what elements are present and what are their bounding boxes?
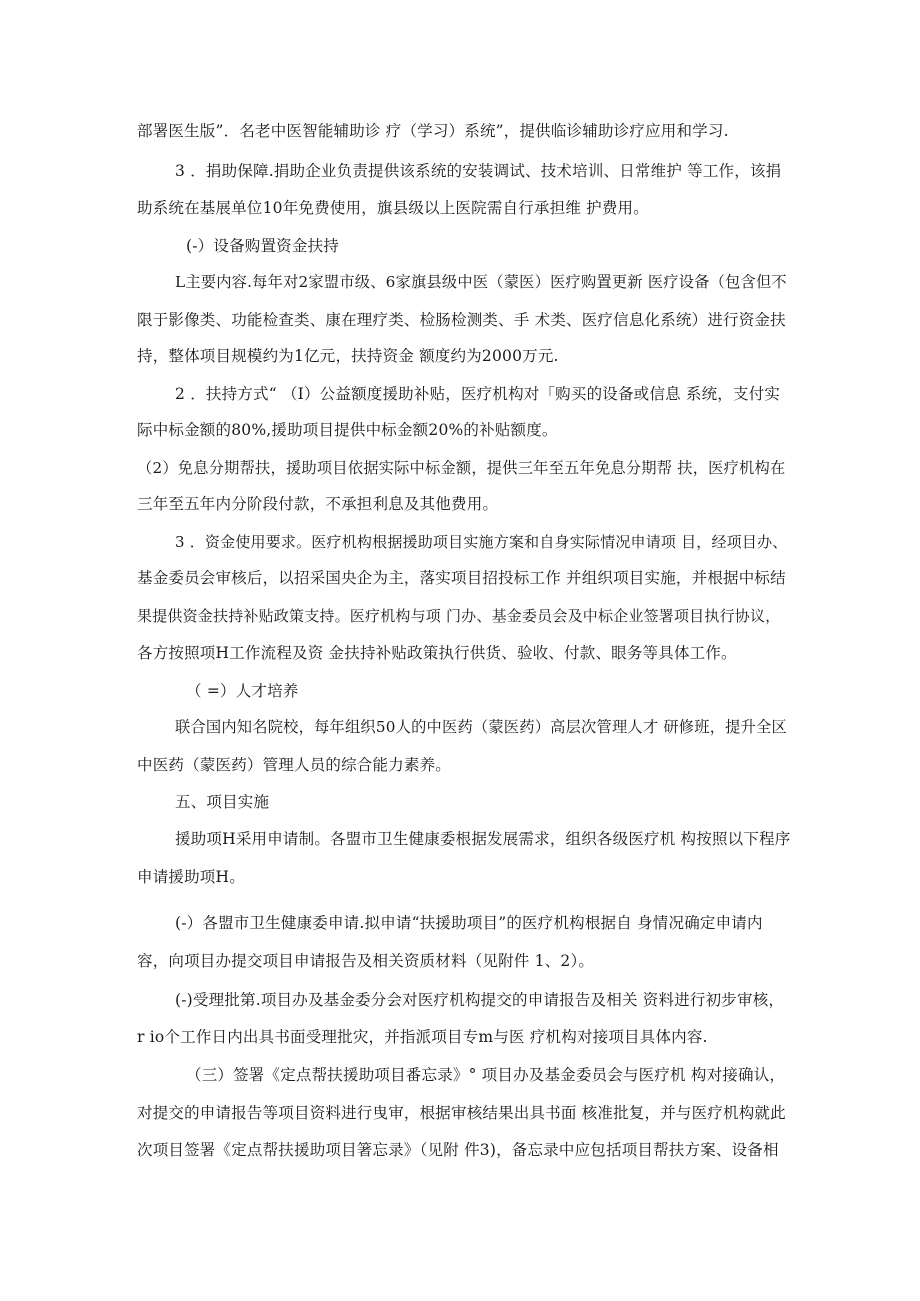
text-line: L主要内容.每年对2家盟市级、6家旗县级中医（蒙医）医疗购置更新 医疗设备（包含但不 [175,273,787,291]
text-line: 助系统在基展单位10年免费使用，旗县级以上医院需自行承担维 护费用。 [137,199,649,217]
text-line: 各方按照项H工作流程及资 金扶持补贴政策执行供货、验收、付款、眼务等具体工作。 [137,644,737,662]
text-line: 果提供资金扶持补贴政策支持。医疗机构与项 门办、基金委员会及中标企业签署项目执行协议， [137,607,781,625]
text-line: r io个工作日内出具书面受理批灾，并指派项目专m与医 疗机构对接项目具体内容. [137,1028,708,1046]
text-line: (-）各盟市卫生健康委申请.拟申请“扶援助项目”的医疗机构根据自 身情况确定申请内 [175,914,763,932]
text-line: 申请援助项H。 [137,868,245,886]
section-heading: (-）设备购置资金扶持 [186,237,339,255]
text-line: （2）免息分期帮扶，援助项目依据实际中标金额，提供三年至五年免息分期帮 扶，医疗机构在 [137,459,786,477]
text-line: 2 ．扶持方式“ （I）公益额度援助补贴，医疗机构对「购买的设备或信息 系统，支付实 [175,385,781,403]
text-line: 部署医生版”．名老中医智能辅助诊 疗（学习）系统”，提供临诊辅助诊疗应用和学习. [137,122,729,140]
section-heading: 五、项目实施 [175,793,270,811]
text-line: (-)受理批第.项目办及基金委分会对医疗机构提交的申请报告及相关 资料进行初步审核， [175,991,785,1009]
text-line: 际中标金额的80%,援助项目提供中标金额20%的补贴额度。 [137,421,558,439]
text-line: 三年至五年内分阶段付款，不承担利息及其他费用。 [137,495,499,513]
text-line: 3 ．捐助保障.捐助企业负责提供该系统的安装调试、技术培训、日常维护 等工作，该捐 [175,162,782,180]
text-line: 联合国内知名院校，每年组织50人的中医药（蒙医药）高层次管理人才 研修班，提升全区 [175,718,787,736]
text-line: 对提交的申请报告等项目资料进行曳审，根据审核结果出具书面 核准批复，并与医疗机构就此 [137,1104,786,1122]
text-line: 援助项H采用申请制。各盟市卫生健康委根据发展需求，组织各级医疗机 构按照以下程序 [175,830,791,848]
text-line: （三）签署《定点帮扶援助项目番忘录》° 项目办及基金委员会与医疗机 构对接确认， [186,1066,786,1084]
section-heading: （ =）人才培养 [186,682,299,700]
text-line: 基金委员会审核后，以招采国央企为主，落实项目招投标工作 并组织项目实施，并根据中标结 [137,569,786,587]
text-line: 限于影像类、功能检查类、康在理疗类、检肠检测类、手 术类、医疗信息化系统）进行资金扶 [137,311,786,329]
text-line: 容，向项目办提交项目申请报告及相关资质材料（见附件 1、2）。 [137,952,595,970]
text-line: 持，整体项目规模约为1亿元，扶持资金 额度约为2000万元. [137,347,559,365]
text-line: 中医药（蒙医药）管理人员的综合能力素养。 [137,756,452,774]
text-line: 次项目签署《定点帮扶援助项目箸忘录》（见附 件3)，备忘录中应包括项目帮扶方案、设备相 [137,1141,779,1159]
text-line: 3 ．资金使用要求。医疗机构根据援助项目实施方案和自身实际情况申请项 目，经项目办、 [175,533,788,551]
